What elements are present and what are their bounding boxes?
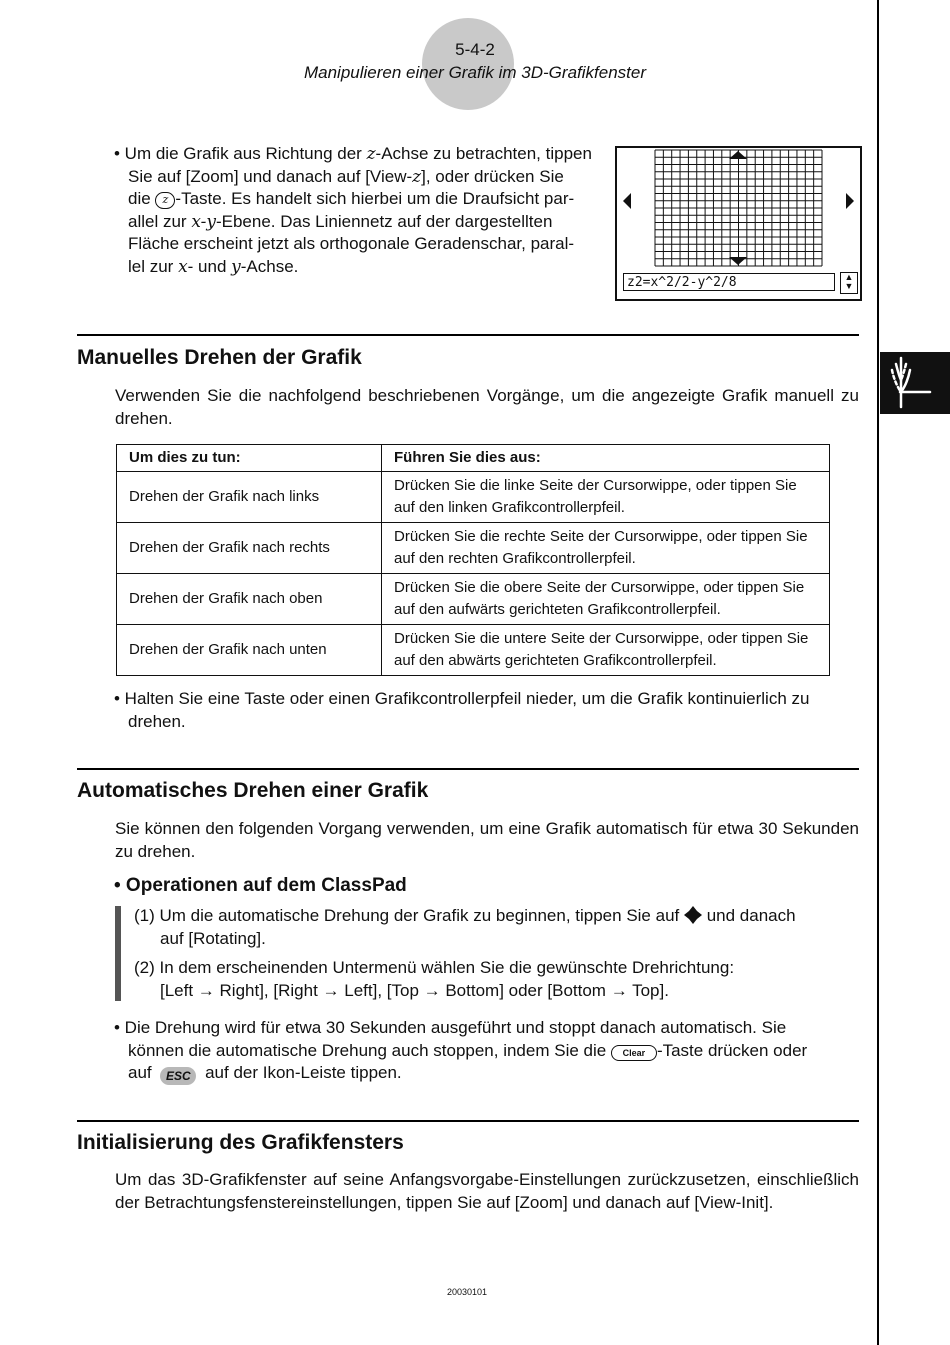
up-arrow-icon <box>729 151 747 159</box>
graph-3d-icon <box>880 352 950 414</box>
scroll-arrows-icon: ▲ ▼ <box>840 272 858 294</box>
section-rule <box>77 334 859 336</box>
section-rule <box>77 1120 859 1122</box>
esc-icon: ESC <box>160 1067 196 1085</box>
intro-bullet: • Um die Grafik aus Richtung der z-Achse zu betrachten, tippen Sie auf [Zoom] und danach auf [View-z], oder drücken Sie die z -Taste. Es handelt sich hierbei um die Draufsicht par- allel zur x-y-Ebene. Das Liniennetz auf der dargestellten Fläche erscheint jetzt als orthogonale Geradenschar, paral- lel zur x- und y-Achse. <box>114 144 592 277</box>
step-1: (1) Um die automatische Drehung der Grafik zu beginnen, tippen Sie auf und danach auf [Rotating]. <box>134 906 796 948</box>
table-header-row <box>117 445 830 472</box>
table-cell-how: Drücken Sie die obere Seite der Cursorwippe, oder tippen Sie auf den aufwärts gerichteten Grafikcontrollerpfeil. <box>382 574 830 625</box>
chapter-tab <box>880 352 950 414</box>
section-paragraph: Verwenden Sie die nachfolgend beschriebenen Vorgänge, um die angezeigte Grafik manuell zu drehen. <box>115 386 859 428</box>
table-cell-action: Drehen der Grafik nach unten <box>117 625 382 676</box>
table-cell-action: Drehen der Grafik nach oben <box>117 574 382 625</box>
table-row <box>117 472 830 523</box>
section-heading: Automatisches Drehen einer Grafik <box>77 779 429 802</box>
grid-graph <box>617 148 860 272</box>
table-cell-how: Drücken Sie die untere Seite der Cursorwippe, oder tippen Sie auf den abwärts gerichteten Grafikcontrollerpfeil. <box>382 625 830 676</box>
page-title: Manipulieren einer Grafik im 3D-Grafikfenster <box>303 63 646 82</box>
formula-bar: z2=x^2/2-y^2/8 <box>623 273 835 291</box>
right-arrow-icon <box>846 193 854 209</box>
left-arrow-icon <box>623 193 631 209</box>
table-cell-how: Drücken Sie die linke Seite der Cursorwippe, oder tippen Sie auf den linken Grafikcontrollerpfeil. <box>382 472 830 523</box>
table-row <box>117 574 830 625</box>
hold-note: • Halten Sie eine Taste oder einen Grafikcontrollerpfeil nieder, um die Grafik kontinuierlich zu drehen. <box>114 689 810 731</box>
section-heading: Initialisierung des Grafikfensters <box>77 1131 404 1154</box>
table-header-cell: Um dies zu tun: <box>117 445 382 472</box>
step-2: (2) In dem erscheinenden Untermenü wählen Sie die gewünschte Drehrichtung: [Left → Right], [Right → Left], [Top → Bottom] oder [Bottom → Top]. <box>134 958 735 1000</box>
section-heading: Manuelles Drehen der Grafik <box>77 346 362 369</box>
footer-code: 20030101 <box>446 1287 488 1297</box>
steps-bar <box>115 906 121 1001</box>
table-cell-action: Drehen der Grafik nach links <box>117 472 382 523</box>
table-cell-action: Drehen der Grafik nach rechts <box>117 523 382 574</box>
down-arrow-icon <box>729 257 747 265</box>
rotate-menu-icon <box>684 906 702 924</box>
page-number: 5-4-2 <box>455 40 495 59</box>
section-rule <box>77 768 859 770</box>
section-paragraph: Um das 3D-Grafikfenster auf seine Anfangsvorgabe-Einstellungen zurückzusetzen, einschließlich der Betrachtungsfenstereinstellungen, tippen Sie auf [Zoom] und danach auf [View-Init]. <box>115 1170 859 1212</box>
table-cell-how: Drücken Sie die rechte Seite der Cursorwippe, oder tippen Sie auf den rechten Grafikcontrollerpfeil. <box>382 523 830 574</box>
calculator-screenshot <box>615 146 862 301</box>
subheading: • Operationen auf dem ClassPad <box>114 875 407 896</box>
clear-key-icon: Clear <box>611 1045 657 1061</box>
table-header-cell: Führen Sie dies aus: <box>382 445 830 472</box>
table-row <box>117 625 830 676</box>
z-key-icon: z <box>155 192 175 209</box>
operations-table <box>116 444 830 676</box>
auto-note: • Die Drehung wird für etwa 30 Sekunden ausgeführt und stoppt danach automatisch. Sie können die automatische Drehung auch stoppen, indem Sie die Clear -Taste drücken oder auf ESC auf der Ikon-Leiste tippen. <box>114 1018 808 1083</box>
page-edge-line <box>877 0 879 1345</box>
table-row <box>117 523 830 574</box>
section-paragraph: Sie können den folgenden Vorgang verwenden, um eine Grafik automatisch für etwa 30 Sekunden zu drehen. <box>115 819 859 861</box>
